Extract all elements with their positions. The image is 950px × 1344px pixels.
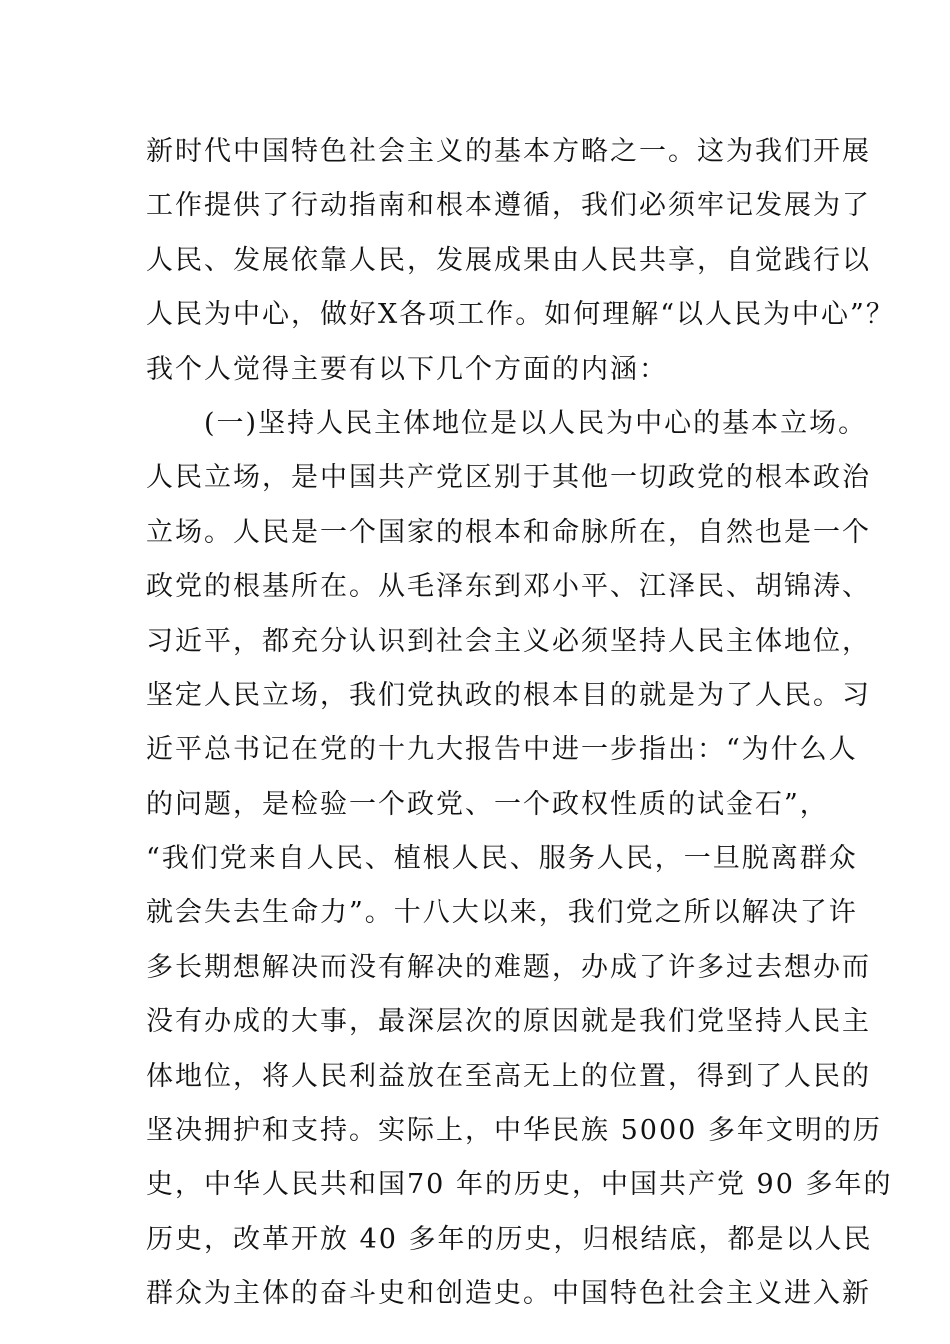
text-line: 体地位，将人民利益放在至高无上的位置，得到了人民的: [146, 1060, 871, 1092]
text-line: 工作提供了行动指南和根本遵循，我们必须牢记发展为了: [146, 190, 871, 222]
text-line: 人民、发展依靠人民，发展成果由人民共享，自觉践行以: [146, 244, 871, 276]
text-line: 人民为中心，做好X各项工作。如何理解“以人民为中心”？: [146, 299, 895, 331]
text-line: 历史，改革开放 40 多年的历史，归根结底，都是以人民: [146, 1223, 873, 1255]
text-line: 新时代中国特色社会主义的基本方略之一。这为我们开展: [146, 136, 871, 167]
text-line: 人民立场，是中国共产党区别于其他一切政党的根本政治: [146, 462, 871, 494]
text-line: 多长期想解决而没有解决的难题，办成了许多过去想办而: [146, 951, 871, 983]
text-line: “我们党来自人民、植根人民、服务人民，一旦脱离群众: [146, 843, 858, 875]
body-text: [146, 125, 895, 1322]
section-heading-line: (一)坚持人民主体地位是以人民为中心的基本立场。: [146, 407, 868, 439]
text-line: 近平总书记在党的十九大报告中进一步指出：“为什么人: [146, 734, 858, 766]
text-line: 习近平，都充分认识到社会主义必须坚持人民主体地位，: [146, 625, 871, 657]
text-line: 群众为主体的奋斗史和创造史。中国特色社会主义进入新: [146, 1278, 871, 1310]
text-line: 立场。人民是一个国家的根本和命脉所在，自然也是一个: [146, 516, 871, 548]
text-line: 的问题，是检验一个政党、一个政权性质的试金石”，: [146, 788, 829, 820]
text-line: 没有办成的大事，最深层次的原因就是我们党坚持人民主: [146, 1006, 871, 1038]
text-line: 就会失去生命力”。十八大以来，我们党之所以解决了许: [146, 897, 858, 929]
text-line: 坚定人民立场，我们党执政的根本目的就是为了人民。习: [146, 679, 871, 711]
text-line: 我个人觉得主要有以下几个方面的内涵：: [146, 353, 668, 385]
text-line: 坚决拥护和支持。实际上，中华民族 5000 多年文明的历: [146, 1115, 882, 1147]
text-line: 史，中华人民共和国70 年的历史，中国共产党 90 多年的: [146, 1169, 893, 1201]
text-line: 政党的根基所在。从毛泽东到邓小平、江泽民、胡锦涛、: [146, 571, 871, 603]
